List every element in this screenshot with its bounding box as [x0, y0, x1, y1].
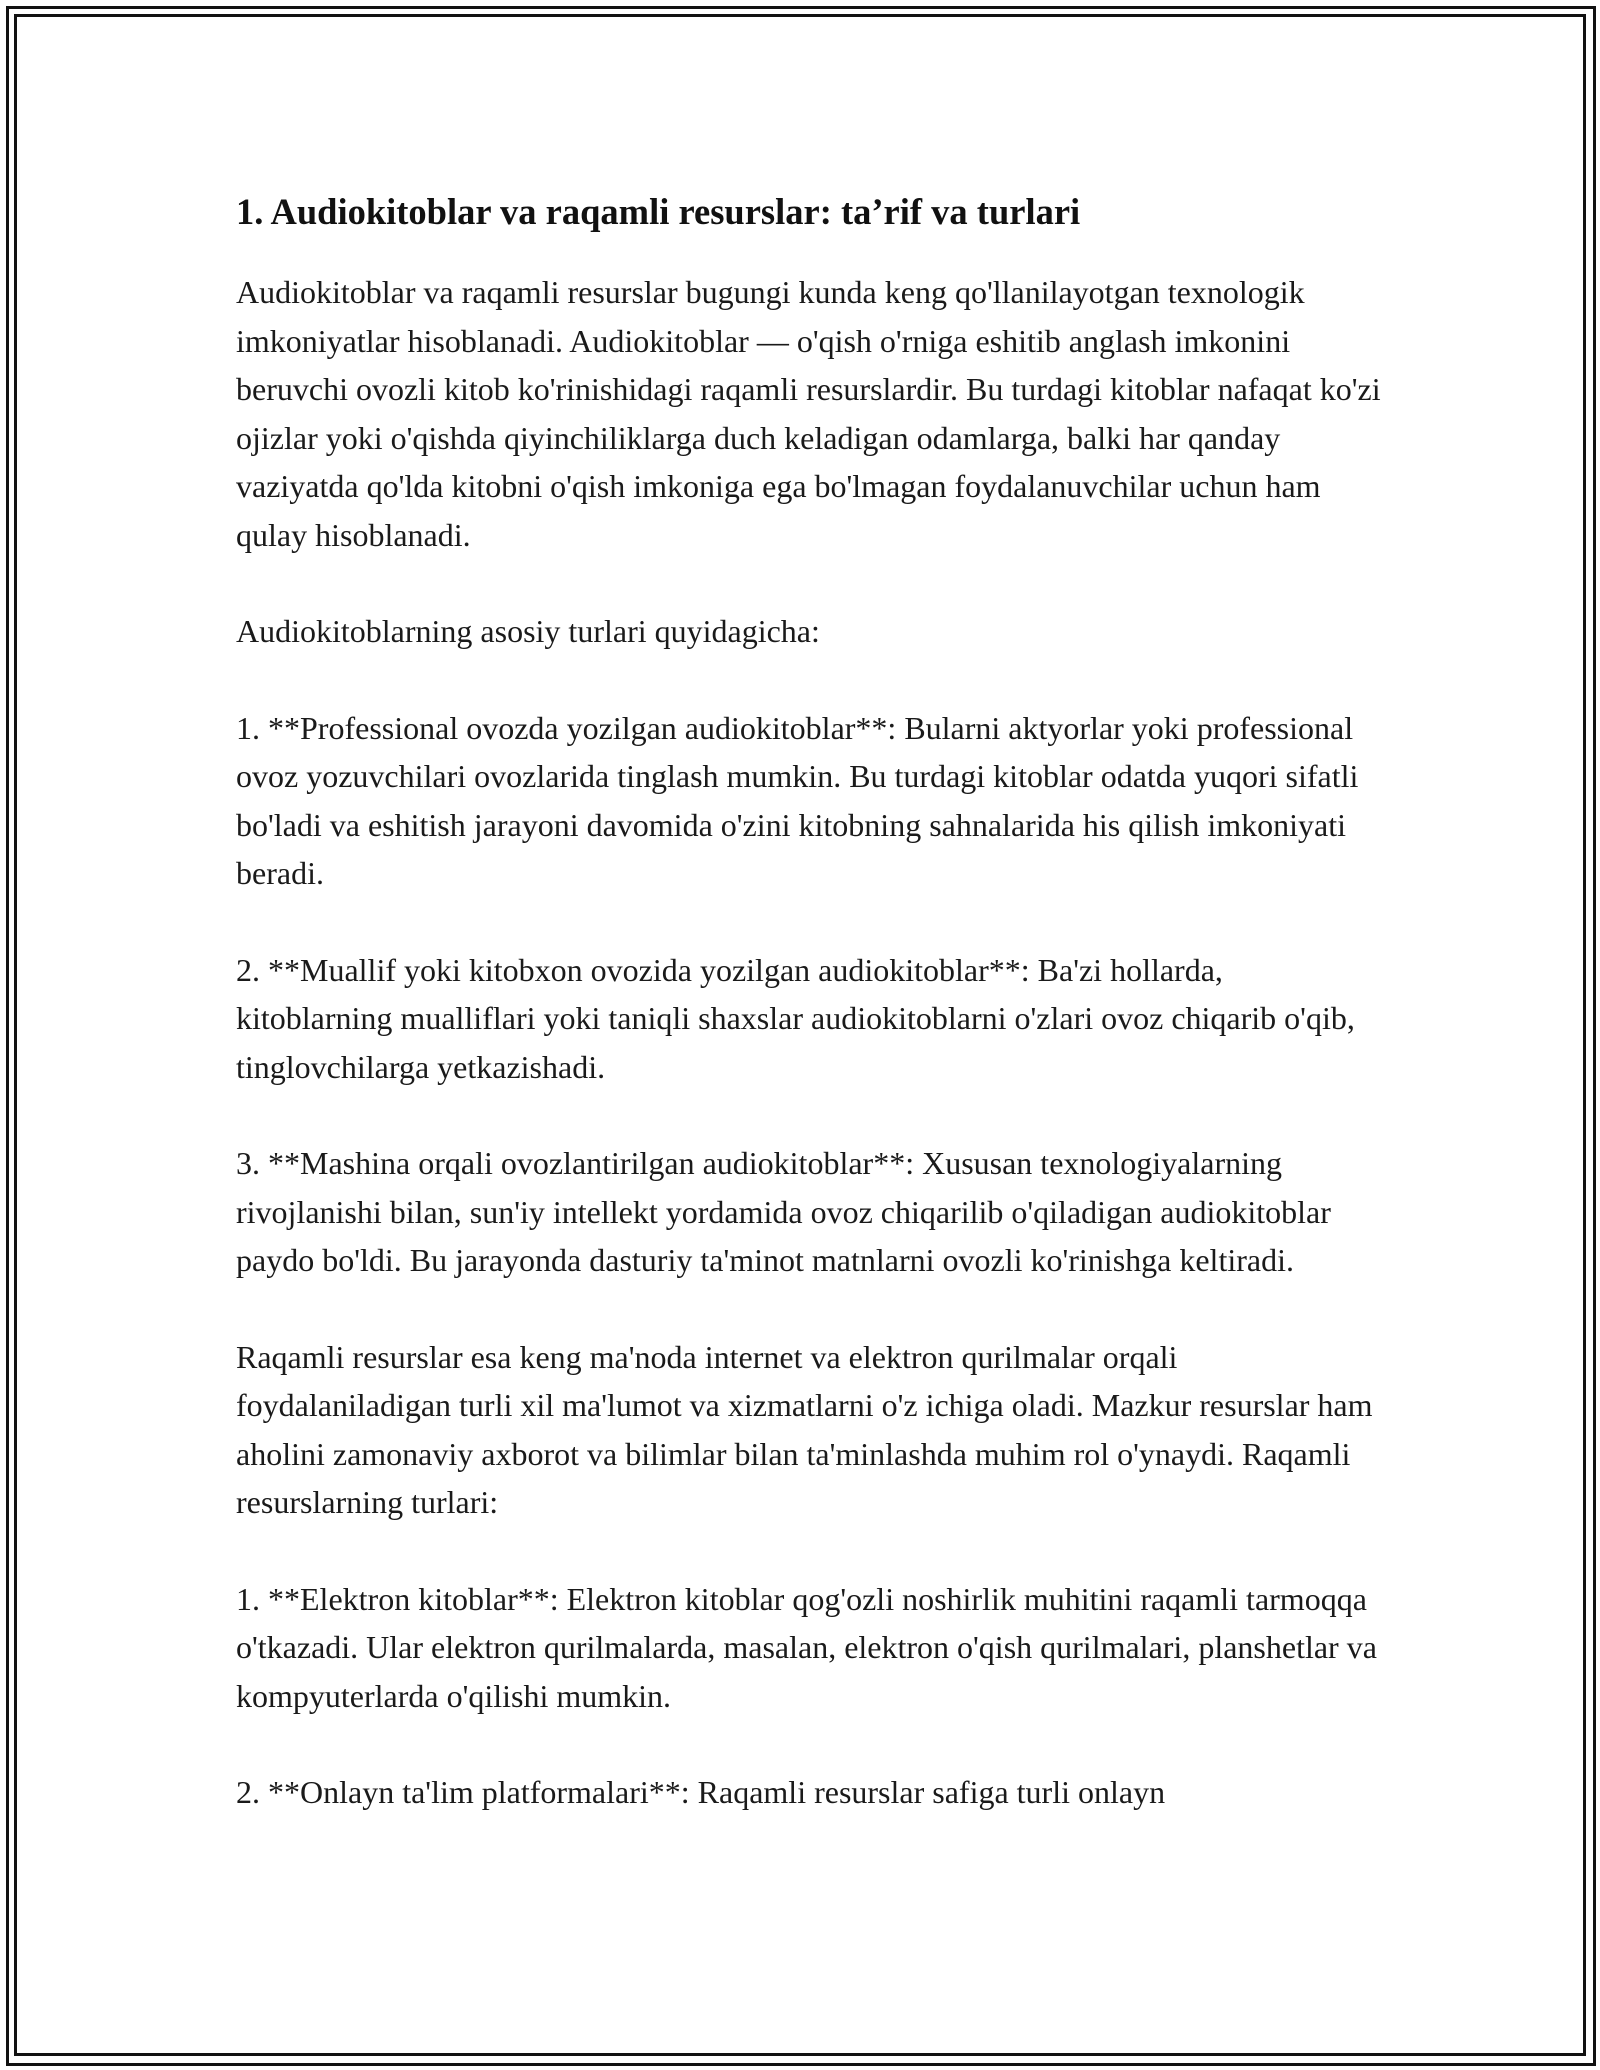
list-item-machine-audiobooks: 3. **Mashina orqali ovozlantirilgan audiokitoblar**: Xususan texnologiyalarning rivojlanishi bilan, sun'iy intellekt yordamida ovoz chiqarilib o'qiladigan audiokitoblar paydo bo'ldi. Bu jarayonda dasturiy ta'minot matnlarni ovozli ko'rinishga keltiradi.: [236, 1145, 1331, 1278]
list-item-author-audiobooks: 2. **Muallif yoki kitobxon ovozida yozilgan audiokitoblar**: Ba'zi hollarda, kitoblarning mualliflari yoki taniqli shaxslar audiokitoblarni o'zlari ovoz chiqarib o'qib, tinglovchilarga yetkazishadi.: [236, 951, 1355, 1085]
digital-resources-paragraph: Raqamli resurslar esa keng ma'noda internet va elektron qurilmalar orqali foydalaniladigan turli xil ma'lumot va xizmatlarni o'z ichiga oladi. Mazkur resurslar ham aholini zamonaviy axborot va bilimlar bilan ta'minlashda muhim rol o'ynaydi. Raqamli resurslarning turlari:: [236, 1338, 1373, 1520]
list-item-ebooks: 1. **Elektron kitoblar**: Elektron kitoblar qog'ozli noshirlik muhitini raqamli tarmoqqa o'tkazadi. Ular elektron qurilmalarda, masalan, elektron o'qish qurilmalari, planshetlar va kompyuterlarda o'qilishi mumkin.: [236, 1580, 1377, 1714]
document-body: [236, 186, 1386, 1865]
list-item-professional-audiobooks: 1. **Professional ovozda yozilgan audiokitoblar**: Bularni aktyorlar yoki professional ovoz yozuvchilari ovozlarida tinglash mumkin. Bu turdagi kitoblar odatda yuqori sifatli bo'ladi va eshitish jarayoni davomida o'zini kitobning sahnalarida his qilish imkoniyati beradi.: [236, 709, 1359, 891]
intro-paragraph: Audiokitoblar va raqamli resurslar bugungi kunda keng qo'llanilayotgan texnologik imkoniyatlar hisoblanadi. Audiokitoblar — o'qish o'rniga eshitib anglash imkonini beruvchi ovozli kitob ko'rinishidagi raqamli resurslardir. Bu turdagi kitoblar nafaqat ko'zi ojizlar yoki o'qishda qiyinchiliklarga duch keladigan odamlarga, balki har qanday vaziyatda qo'lda kitobni o'qish imkoniga ega bo'lmagan foydalanuvchilar uchun ham qulay hisoblanadi.: [236, 274, 1381, 553]
audiobook-types-intro: Audiokitoblarning asosiy turlari quyidagicha:: [236, 613, 820, 649]
section-heading: 1. Audiokitoblar va raqamli resurslar: ta’rif va turlari: [236, 191, 1081, 232]
list-item-online-platforms: 2. **Onlayn ta'lim platformalari**: Raqamli resurslar safiga turli onlayn: [236, 1774, 1166, 1810]
